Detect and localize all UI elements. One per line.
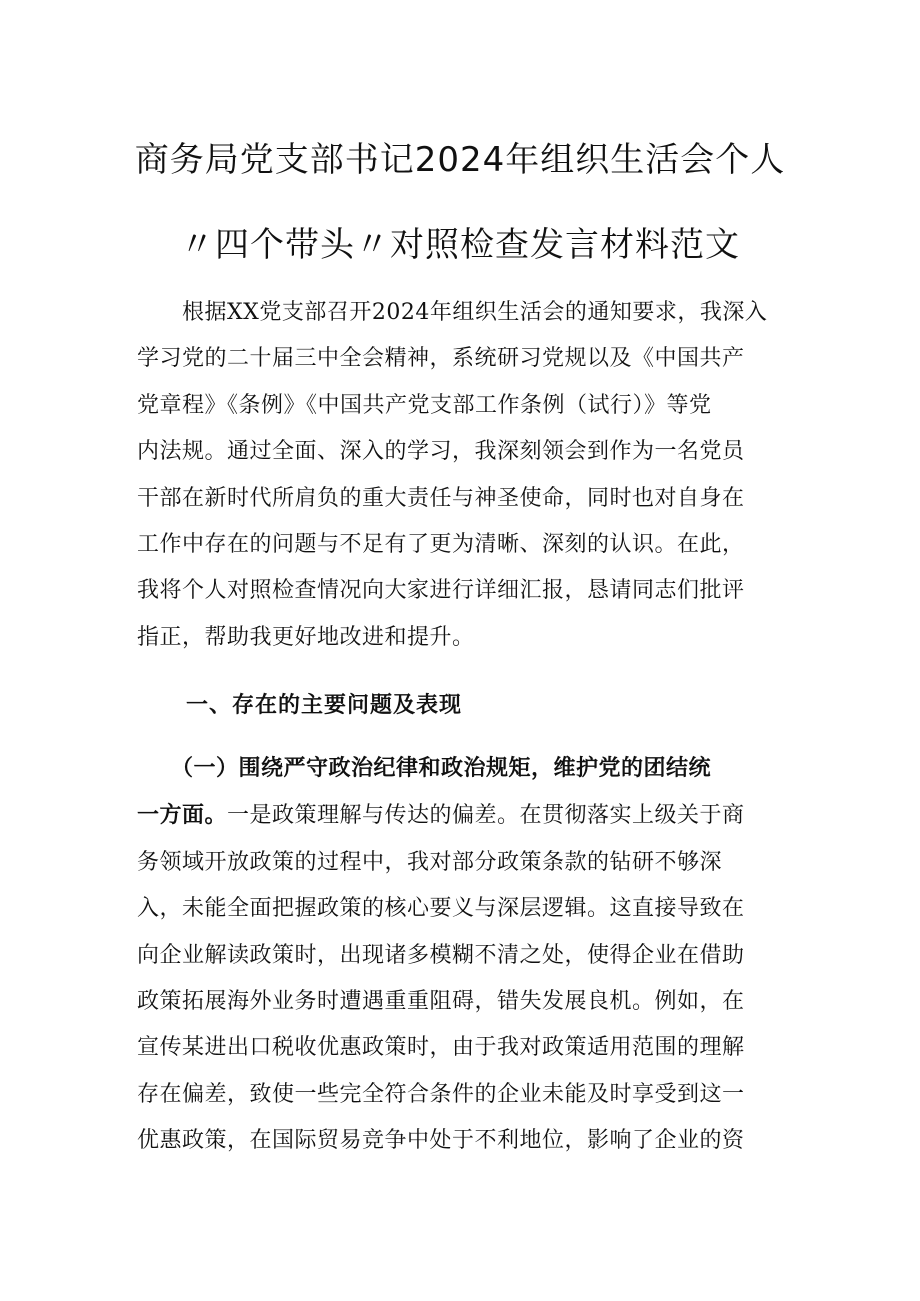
document-title-line-1: 商务局党支部书记2024年组织生活会个人: [134, 140, 786, 180]
intro-paragraph: 根据XX党支部召开2024年组织生活会的通知要求，我深入 学习党的二十届三中全会精神，系统研习党规以及《中国共产 党章程》《条例》《中国共产党支部工作条例（试行）》等党 内法规。通过全面、深入的学习，我深刻领会到作为一名党员 干部在新时代所肩负的重大责任与神圣使命，同时也对自身在 工作中存在的问题与不足有了更为清晰、深刻的认识。在此， 我将个人对照检查情况向大家进行详细汇报，恳请同志们批评 指正，帮助我更好地改进和提升。: [137, 300, 768, 650]
subsection-body: 一是政策理解与传达的偏差。在贯彻落实上级关于商 务领域开放政策的过程中，我对部分政策条款的钻研不够深 入，未能全面把握政策的核心要义与深层逻辑。这直接导致在 向企业解读政策时，出现诸多模糊不清之处，使得企业在借助 政策拓展海外业务时遭遇重重阻碍，错失发展良机。例如，在 宣传某进出口税收优惠政策时，由于我对政策适用范围的理解 存在偏差，致使一些完全符合条件的企业未能及时享受到这一 优惠政策，在国际贸易竞争中处于不利地位，影响了企业的资: [137, 803, 745, 1154]
section-heading: 一、存在的主要问题及表现: [186, 692, 463, 718]
subsection-title: （一）围绕严守政治纪律和政治规矩，维护党的团结统 一方面。: [137, 755, 712, 829]
subsection-paragraph: [137, 745, 771, 1165]
document-title-line-2: 〃四个带头〃对照检查发言材料范文: [180, 225, 740, 265]
